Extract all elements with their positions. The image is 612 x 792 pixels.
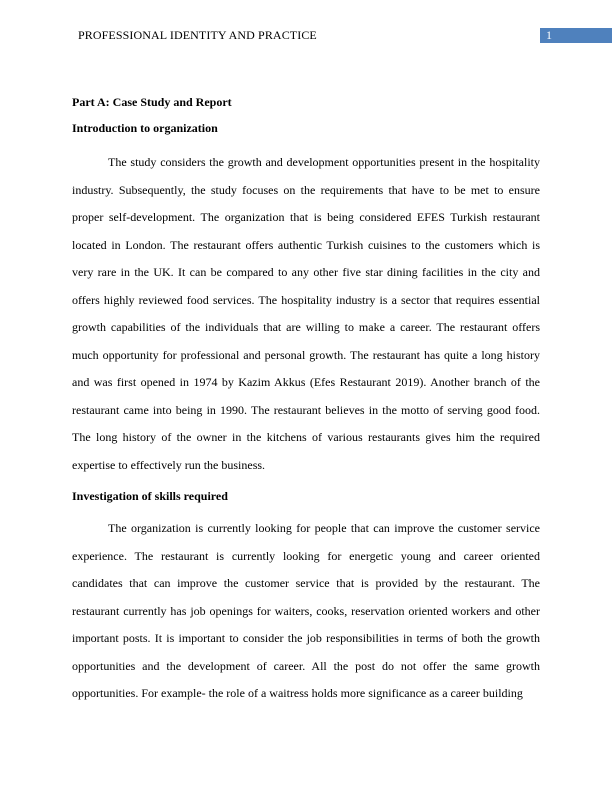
intro-heading: Introduction to organization [72, 121, 218, 135]
section-title: Part A: Case Study and Report [72, 95, 232, 109]
page-number-badge: 1 [540, 28, 612, 43]
skills-heading: Investigation of skills required [72, 489, 228, 503]
document-body [72, 94, 540, 708]
running-header-title: PROFESSIONAL IDENTITY AND PRACTICE [78, 28, 317, 42]
intro-paragraph: The study considers the growth and development opportunities present in the hospitality industry. Subsequently, the study focuses on the requirements that have to be met to ensure proper self-development. The organization that is being considered EFES Turkish restaurant located in London. The restaurant offers authentic Turkish cuisines to the customers which is very rare in the UK. It can be compared to any other five star dining facilities in the city and offers highly reviewed food services. The hospitality industry is a sector that requires essential growth capabilities of the individuals that are willing to make a career. The restaurant offers much opportunity for professional and personal growth. The restaurant has quite a long history and was first opened in 1974 by Kazim Akkus (Efes Restaurant 2019). Another branch of the restaurant came into being in 1990. The restaurant believes in the motto of serving good food. The long history of the owner in the kitchens of various restaurants gives him the required expertise to effectively run the business. [72, 155, 540, 472]
skills-paragraph: The organization is currently looking for people that can improve the customer service experience. The restaurant is currently looking for energetic young and career oriented candidates that can improve the customer service that is provided by the restaurant. The restaurant currently has job openings for waiters, cooks, reservation oriented workers and other important posts. It is important to consider the job responsibilities in terms of both the growth opportunities and the development of career. All the post do not offer the same growth opportunities. For example- the role of a waitress holds more significance as a career building [72, 521, 540, 700]
